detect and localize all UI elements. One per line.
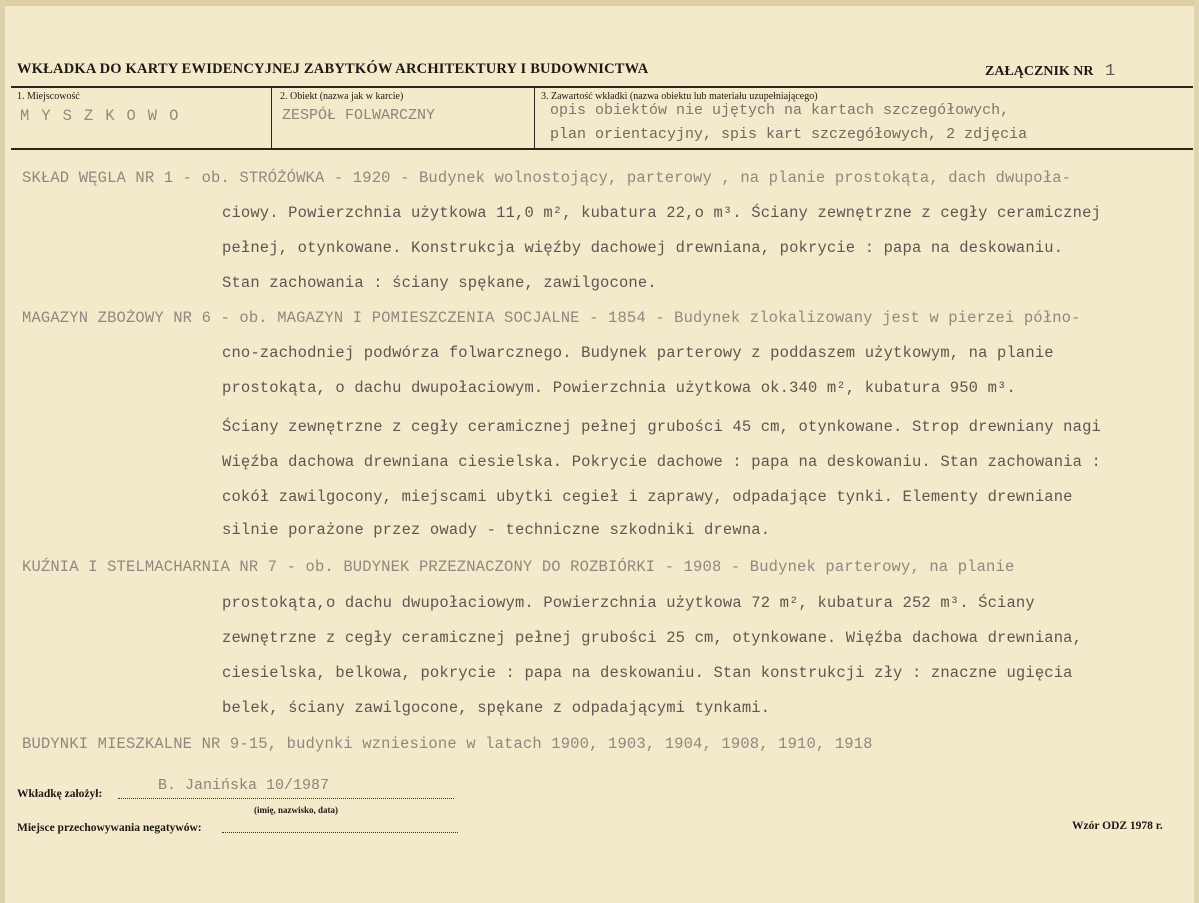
entry-line: Więźba dachowa drewniana ciesielska. Pokrycie dachowe : papa na deskowaniu. Stan zachowania : [222, 453, 1101, 471]
founder-dotted-line [118, 798, 454, 799]
negatives-dotted-line [222, 832, 458, 833]
header-bottom-rule [11, 148, 1193, 150]
entry-line: Stan zachowania : ściany spękane, zawilgocone. [222, 274, 657, 292]
founder-value: B. Janińska 10/1987 [158, 777, 330, 794]
object-label: 2. Obiekt (nazwa jak w karcie) [280, 91, 404, 102]
entry-line: BUDYNKI MIESZKALNE NR 9-15, budynki wzniesione w latach 1900, 1903, 1904, 1908, 1910, 1918 [22, 735, 873, 753]
entry-line: cokół zawilgocony, miejscami ubytki cegieł i zaprawy, odpadające tynki. Elementy drewniane [222, 488, 1073, 506]
locality-label: 1. Miejscowość [17, 91, 80, 102]
card-top-edge [0, 0, 1199, 6]
locality-value: MYSZKOWO [20, 107, 191, 125]
negatives-label: Miejsce przechowywania negatywów: [17, 822, 202, 834]
field-divider-1 [271, 87, 272, 149]
entry-line: MAGAZYN ZBOŻOWY NR 6 - ob. MAGAZYN I POMIESZCZENIA SOCJALNE - 1854 - Budynek zlokalizowany jest w pierzei półno- [22, 309, 1081, 327]
object-value: ZESPÓŁ FOLWARCZNY [282, 107, 436, 124]
contents-line-1: opis obiektów nie ujętych na kartach szczegółowych, [550, 102, 1010, 119]
entry-line: ciesielska, belkowa, pokrycie : papa na deskowaniu. Stan konstrukcji zły : znaczne ugięcia [222, 664, 1073, 682]
contents-label: 3. Zawartość wkładki (nazwa obiektu lub materiału uzupełniającego) [541, 91, 818, 102]
entry-line: ciowy. Powierzchnia użytkowa 11,0 m², kubatura 22,o m³. Ściany zewnętrzne z cegły ceramicznej [222, 204, 1101, 222]
annex-number: 1 [1105, 62, 1116, 81]
entry-line: KUŹNIA I STELMACHARNIA NR 7 - ob. BUDYNEK PRZEZNACZONY DO ROZBIÓRKI - 1908 - Budynek parterowy, na planie [22, 558, 1015, 576]
founder-caption: (imię, nazwisko, data) [254, 805, 338, 815]
entry-line: silnie porażone przez owady - techniczne szkodniki drewna. [222, 521, 771, 539]
entry-line: belek, ściany zawilgocone, spękane z odpadającymi tynkami. [222, 699, 771, 717]
header-top-rule [11, 86, 1193, 88]
card-left-edge [0, 0, 5, 903]
card-right-edge [1194, 0, 1199, 903]
entry-line: SKŁAD WĘGLA NR 1 - ob. STRÓŻÓWKA - 1920 - Budynek wolnostojący, parterowy , na planie prostokąta, dach dwupoła- [22, 169, 1072, 187]
template-label: Wzór ODZ 1978 r. [1072, 820, 1163, 832]
entry-line: cno-zachodniej podwórza folwarcznego. Budynek parterowy z poddaszem użytkowym, na planie [222, 344, 1054, 362]
founder-label: Wkładkę założył: [17, 788, 103, 800]
entry-line: prostokąta, o dachu dwupołaciowym. Powierzchnia użytkowa ok.340 m², kubatura 950 m³. [222, 379, 1016, 397]
field-divider-2 [534, 87, 535, 149]
form-title: WKŁADKA DO KARTY EWIDENCYJNEJ ZABYTKÓW ARCHITEKTURY I BUDOWNICTWA [17, 61, 649, 77]
entry-line: Ściany zewnętrzne z cegły ceramicznej pełnej grubości 45 cm, otynkowane. Strop drewniany nagi [222, 418, 1101, 436]
entry-line: prostokąta,o dachu dwupołaciowym. Powierzchnia użytkowa 72 m², kubatura 252 m³. Ściany [222, 594, 1035, 612]
entry-line: zewnętrzne z cegły ceramicznej pełnej grubości 25 cm, otynkowane. Więźba dachowa drewniana, [222, 629, 1083, 647]
annex-label: ZAŁĄCZNIK NR [985, 64, 1094, 79]
entry-line: pełnej, otynkowane. Konstrukcja więźby dachowej drewniana, pokrycie : papa na deskowaniu. [222, 239, 1064, 257]
contents-line-2: plan orientacyjny, spis kart szczegółowych, 2 zdjęcia [550, 126, 1028, 143]
